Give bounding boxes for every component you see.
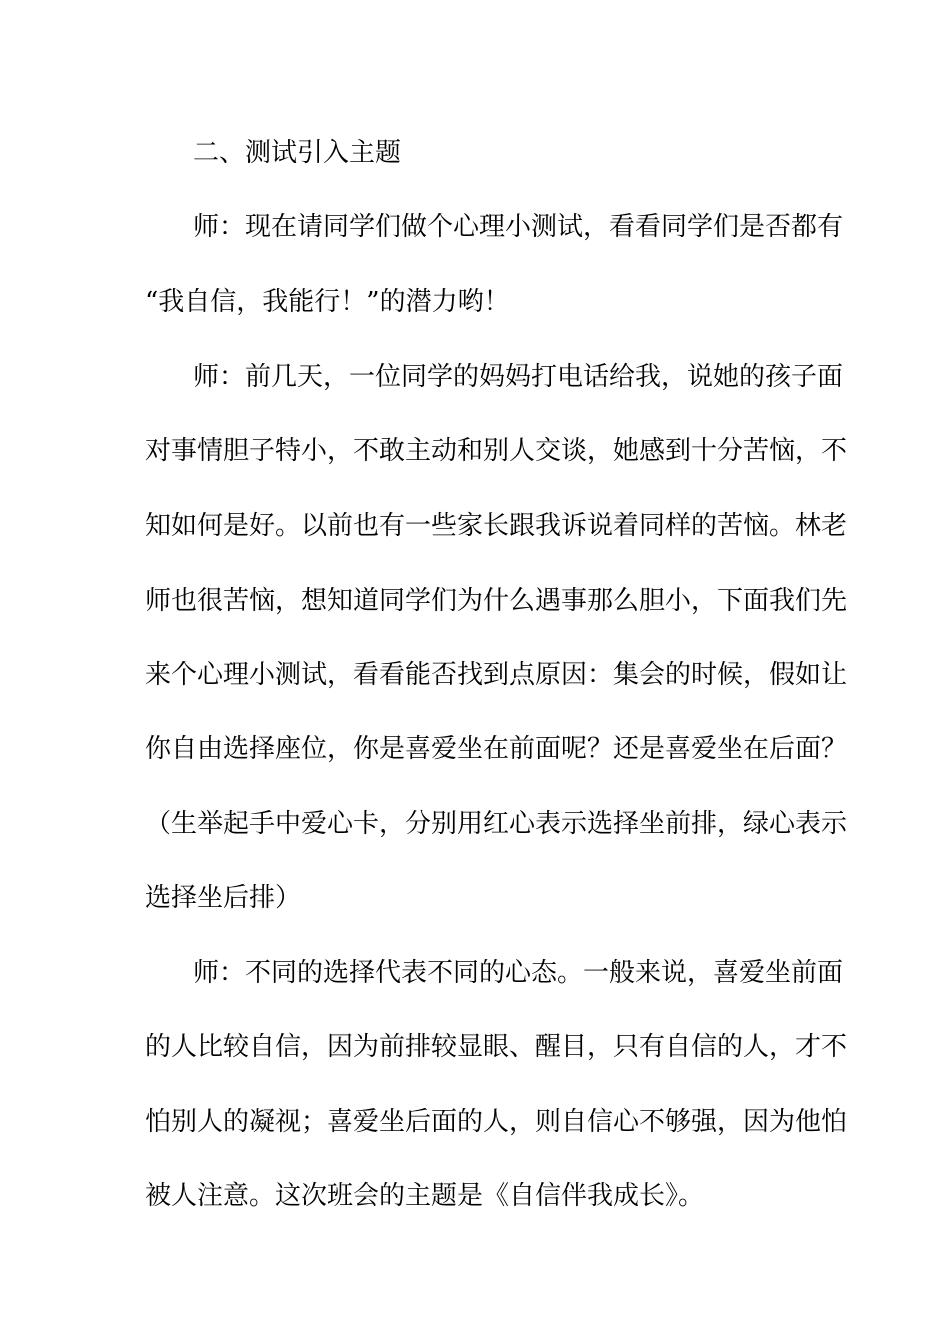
paragraph-2-line-2: 对事情胆子特小，不敢主动和别人交谈，她感到十分苦恼，不: [145, 436, 848, 466]
paragraph-2-line-4: 师也很苦恼，想知道同学们为什么遇事那么胆小，下面我们先: [145, 586, 848, 616]
paragraph-3-line-1: 师：不同的选择代表不同的心态。一般来说，喜爱坐前面: [193, 958, 844, 988]
paragraph-3-line-3: 怕别人的凝视；喜爱坐后面的人，则自信心不够强，因为他怕: [145, 1107, 848, 1137]
paragraph-1-line-2: “我自信，我能行！”的潜力哟！: [145, 287, 510, 317]
section-heading: 二、测试引入主题: [193, 138, 402, 168]
paragraph-2-line-6: 你自由选择座位，你是喜爱坐在前面呢？还是喜爱坐在后面？: [145, 734, 848, 764]
paragraph-3-line-2: 的人比较自信，因为前排较显眼、醒目，只有自信的人，才不: [145, 1032, 848, 1062]
paragraph-2-line-1: 师：前几天，一位同学的妈妈打电话给我，说她的孩子面: [193, 362, 844, 392]
paragraph-2-line-5: 来个心理小测试，看看能否找到点原因：集会的时候，假如让: [145, 660, 848, 690]
paragraph-1-line-1: 师：现在请同学们做个心理小测试，看看同学们是否都有: [193, 212, 844, 242]
paragraph-2-line-7: （生举起手中爱心卡，分别用红心表示选择坐前排，绿心表示: [145, 809, 848, 839]
paragraph-2-line-8: 选择坐后排）: [145, 883, 302, 913]
paragraph-2-line-3: 知如何是好。以前也有一些家长跟我诉说着同样的苦恼。林老: [145, 511, 848, 541]
paragraph-3-line-4: 被人注意。这次班会的主题是《自信伴我成长》。: [145, 1181, 705, 1211]
